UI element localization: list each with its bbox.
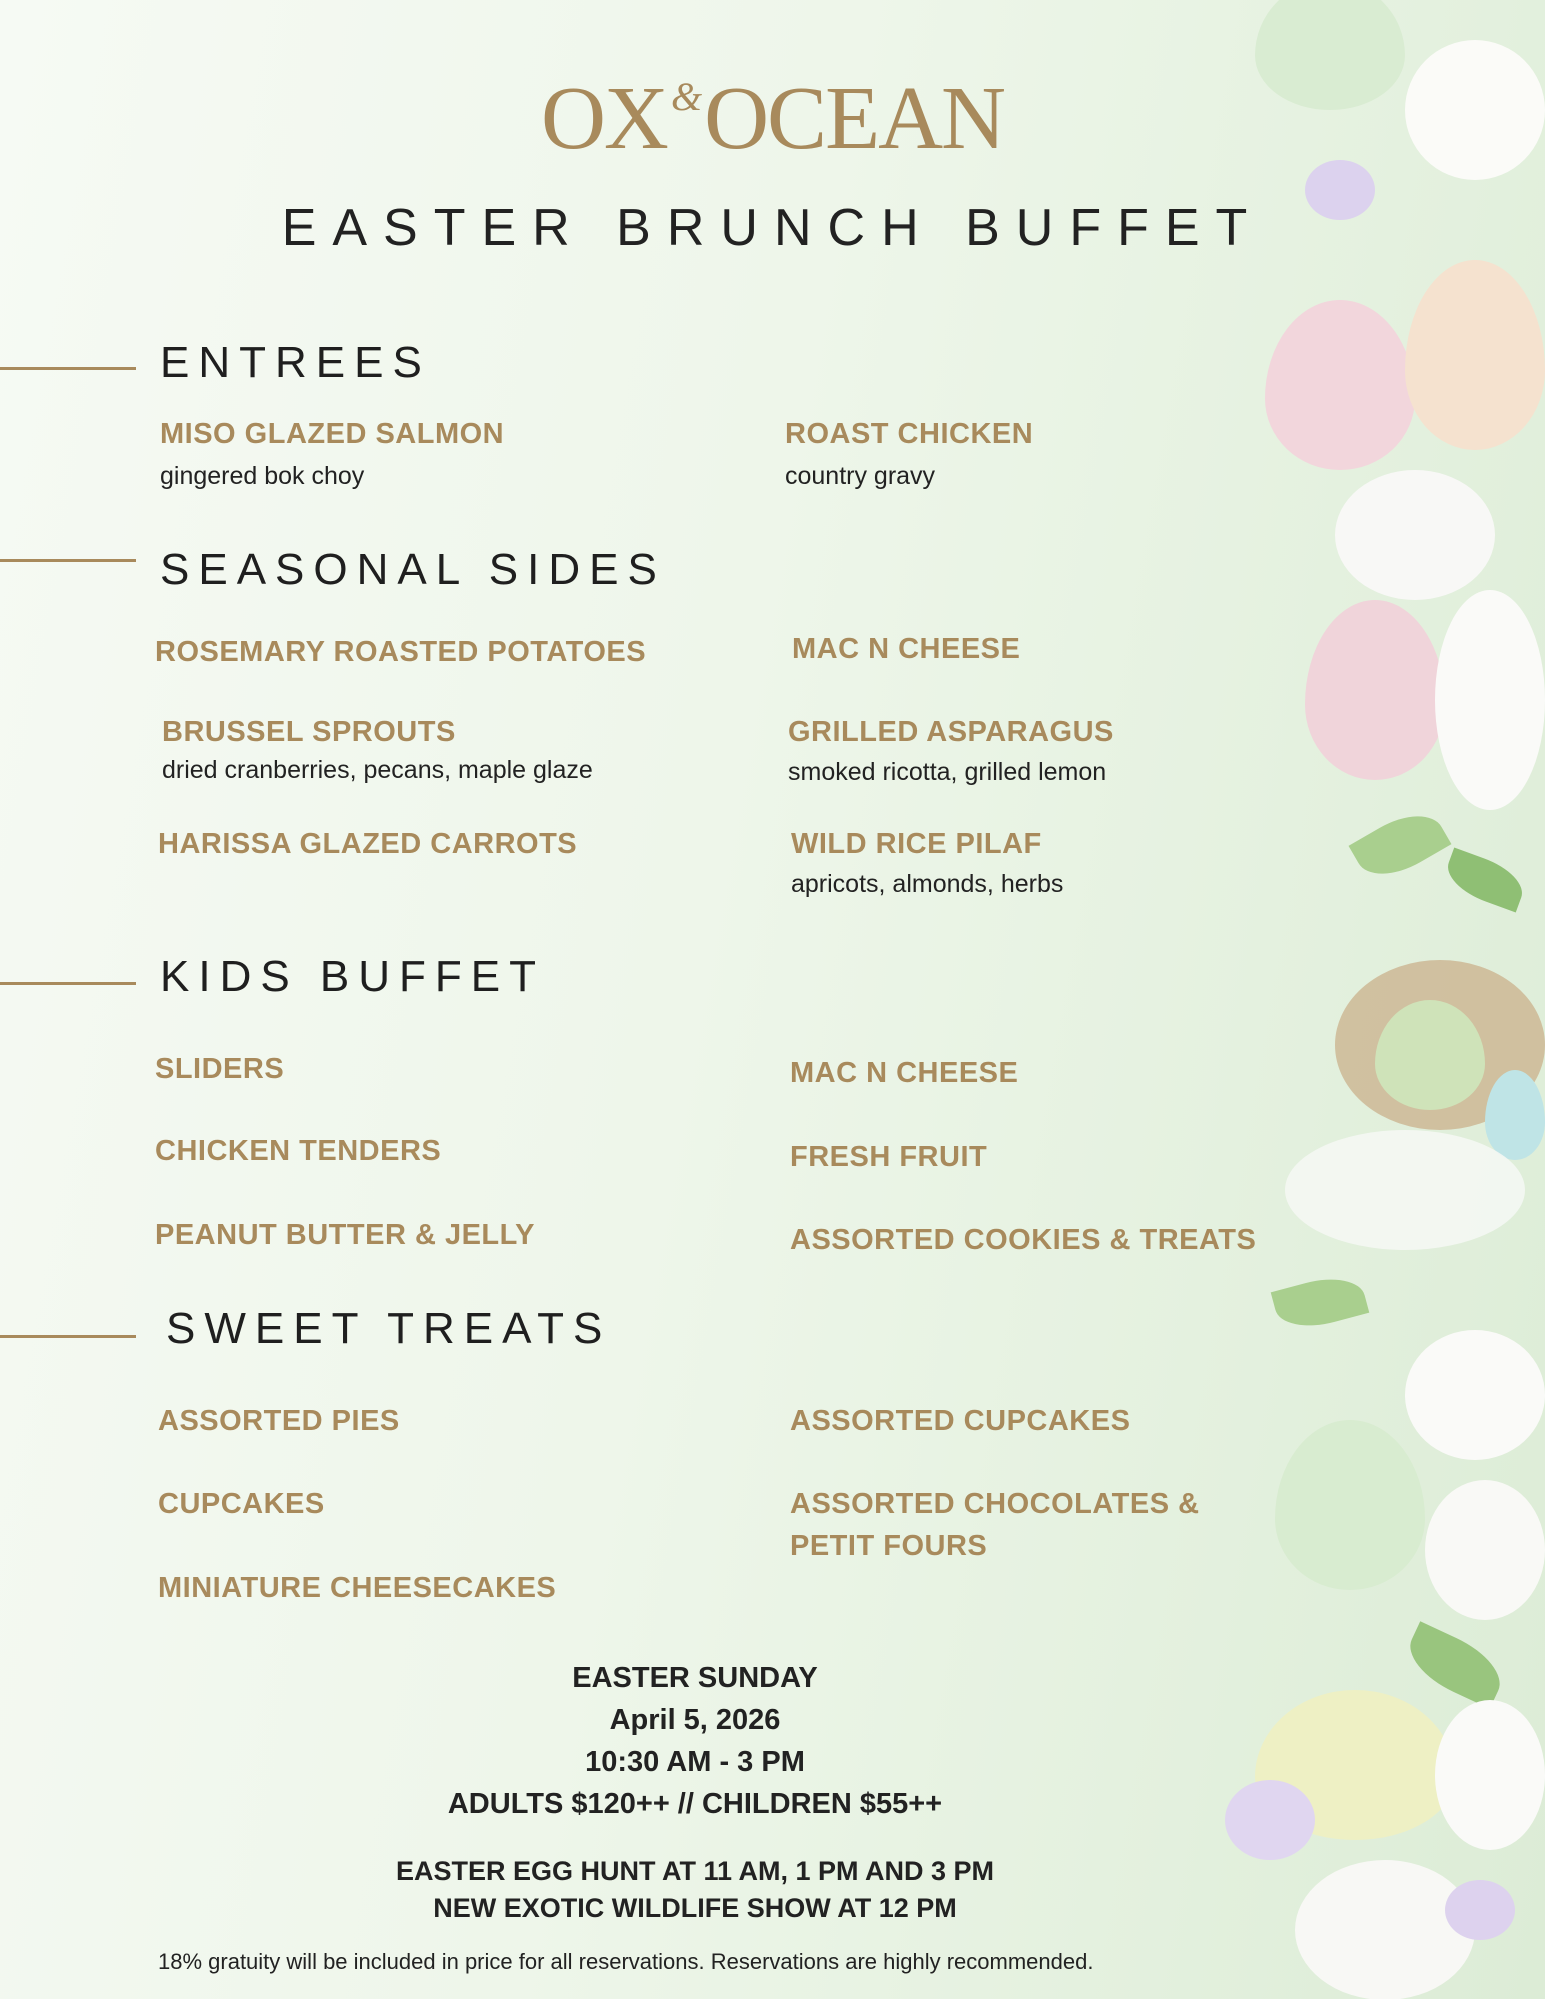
menu-item-name: HARISSA GLAZED CARROTS <box>158 828 578 860</box>
menu-item-name: ROSEMARY ROASTED POTATOES <box>155 636 647 668</box>
white-flower-decoration <box>1435 590 1545 810</box>
peach-egg-decoration <box>1405 260 1545 450</box>
pink-egg-decoration <box>1265 300 1415 470</box>
brand-logo <box>0 69 1545 168</box>
purple-flower-decoration <box>1445 1880 1515 1940</box>
white-flower-decoration <box>1405 1330 1545 1460</box>
white-flower-decoration <box>1425 1480 1545 1620</box>
menu-item-desc: gingered bok choy <box>160 462 365 490</box>
menu-item-name: BRUSSEL SPROUTS <box>162 716 456 748</box>
menu-item-name: SLIDERS <box>155 1053 285 1085</box>
event-day: EASTER SUNDAY <box>572 1662 818 1694</box>
logo-left: OX <box>540 69 667 168</box>
section-heading-sides: SEASONAL SIDES <box>160 545 666 594</box>
leaf-decoration <box>1399 1621 1511 1709</box>
gratuity-note: 18% gratuity will be included in price for all reservations. Reservations are highly recommended. <box>158 1949 1094 1974</box>
section-divider <box>0 1335 136 1338</box>
menu-item-desc: smoked ricotta, grilled lemon <box>788 758 1107 786</box>
menu-item-name: ASSORTED PIES <box>158 1405 400 1437</box>
section-heading-sweets: SWEET TREATS <box>166 1304 612 1353</box>
menu-item-name: GRILLED ASPARAGUS <box>788 716 1114 748</box>
menu-item-name: CHICKEN TENDERS <box>155 1135 442 1167</box>
leaf-decoration <box>1441 848 1530 913</box>
feather-decoration <box>1285 1130 1525 1250</box>
menu-item-name: FRESH FRUIT <box>790 1141 988 1173</box>
event-date: April 5, 2026 <box>609 1704 781 1736</box>
menu-item-desc: apricots, almonds, herbs <box>791 870 1064 898</box>
menu-item-name: CUPCAKES <box>158 1488 325 1520</box>
section-heading-entrees: ENTREES <box>160 338 431 387</box>
menu-item-name: ROAST CHICKEN <box>785 418 1034 450</box>
menu-item-name: ASSORTED COOKIES & TREATS <box>790 1224 1257 1256</box>
logo-right: OCEAN <box>704 69 1005 168</box>
floral-decoration <box>1245 0 1545 1999</box>
green-egg-decoration <box>1275 1420 1425 1590</box>
event-time: 10:30 AM - 3 PM <box>585 1746 805 1778</box>
menu-title: EASTER BRUNCH BUFFET <box>281 199 1264 257</box>
leaf-decoration <box>1271 1269 1370 1336</box>
section-heading-kids: KIDS BUFFET <box>160 952 546 1001</box>
section-divider <box>0 982 136 985</box>
menu-item-desc: dried cranberries, pecans, maple glaze <box>162 756 593 784</box>
blue-egg-decoration <box>1485 1070 1545 1160</box>
menu-item-name: PETIT FOURS <box>790 1530 988 1562</box>
menu-item-name: WILD RICE PILAF <box>791 828 1042 860</box>
leaf-decoration <box>1349 801 1452 889</box>
menu-item-name: PEANUT BUTTER & JELLY <box>155 1219 536 1251</box>
menu-item-name: MISO GLAZED SALMON <box>160 418 505 450</box>
menu-item-name: MINIATURE CHEESECAKES <box>158 1572 557 1604</box>
section-divider <box>0 367 136 370</box>
pink-egg-decoration <box>1305 600 1445 780</box>
logo-ampersand: & <box>670 74 701 119</box>
white-flower-decoration <box>1335 470 1495 600</box>
menu-item-desc: country gravy <box>785 462 936 490</box>
white-flower-decoration <box>1435 1700 1545 1850</box>
egg-hunt-times: EASTER EGG HUNT AT 11 AM, 1 PM AND 3 PM <box>395 1856 995 1886</box>
menu-item-name: ASSORTED CHOCOLATES & <box>790 1488 1200 1520</box>
menu-item-name: MAC N CHEESE <box>792 633 1021 665</box>
menu-item-name: MAC N CHEESE <box>790 1057 1019 1089</box>
menu-item-name: ASSORTED CUPCAKES <box>790 1405 1131 1437</box>
section-divider <box>0 559 136 562</box>
wildlife-show-time: NEW EXOTIC WILDLIFE SHOW AT 12 PM <box>433 1893 957 1923</box>
event-prices: ADULTS $120++ // CHILDREN $55++ <box>447 1788 943 1820</box>
